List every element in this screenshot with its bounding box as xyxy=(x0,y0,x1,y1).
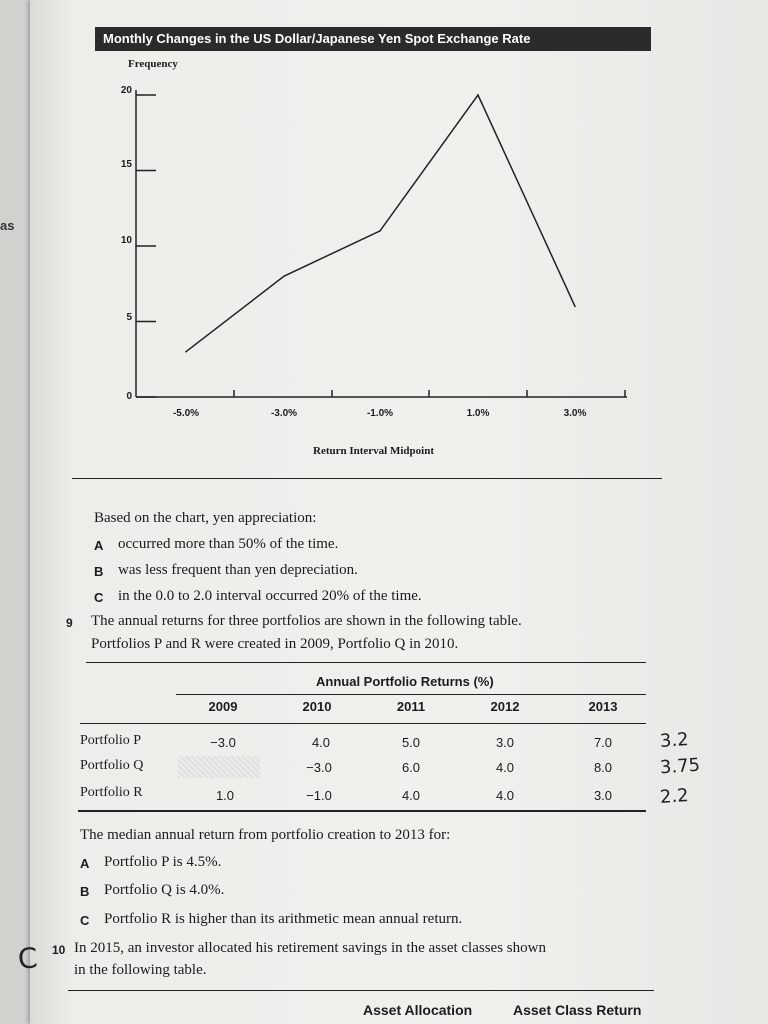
table-cell: −3.0 xyxy=(210,735,236,750)
data-point xyxy=(574,306,576,308)
y-tick-label: 20 xyxy=(120,85,132,96)
question-8-option-b: was less frequent than yen depreciation. xyxy=(118,562,358,578)
table-row-label: Portfolio Q xyxy=(80,758,144,773)
section-divider xyxy=(72,478,662,479)
question-9-option-c: Portfolio R is higher than its arithmetic mean annual return. xyxy=(104,911,463,927)
question-9-stem: The median annual return from portfolio creation to 2013 for: xyxy=(80,827,451,843)
question-9-option-a: Portfolio P is 4.5%. xyxy=(104,854,222,870)
table-cell: 3.0 xyxy=(593,788,613,803)
frequency-series-line xyxy=(186,95,575,352)
table-cell: 6.0 xyxy=(401,760,421,775)
table-top-rule xyxy=(86,662,646,663)
table-row-label: Portfolio R xyxy=(80,785,143,800)
x-tick-label: 3.0% xyxy=(563,408,587,419)
data-point xyxy=(283,275,285,277)
table-header-rule xyxy=(80,723,646,724)
handwritten-note-q: 3.75 xyxy=(659,754,701,779)
y-tick-label: 15 xyxy=(120,159,132,170)
table-col-header: 2013 xyxy=(588,699,618,714)
handwritten-note-p: 3.2 xyxy=(659,729,690,752)
chart-title: Monthly Changes in the US Dollar/Japanese Yen Spot Exchange Rate xyxy=(95,27,651,51)
table-col-header: Asset Allocation xyxy=(363,1002,473,1018)
table-bottom-rule xyxy=(78,810,646,812)
y-tick-label: 10 xyxy=(120,235,132,246)
table-row-label: Portfolio P xyxy=(80,733,142,748)
x-tick-label: -5.0% xyxy=(172,408,200,419)
option-letter: C xyxy=(94,590,104,605)
y-tick-label: 5 xyxy=(126,312,132,323)
table-cell: 7.0 xyxy=(593,735,613,750)
data-point xyxy=(477,94,479,96)
option-letter: C xyxy=(80,913,90,928)
chart-x-axis-label: Return Interval Midpoint xyxy=(313,445,434,457)
x-tick-label: -1.0% xyxy=(366,408,394,419)
table-cell: 1.0 xyxy=(215,788,235,803)
table-cell: −3.0 xyxy=(306,760,332,775)
question-8-stem: Based on the chart, yen appreciation: xyxy=(94,510,317,526)
table-cell: 4.0 xyxy=(495,760,515,775)
option-letter: A xyxy=(80,856,90,871)
question-9-option-b: Portfolio Q is 4.0%. xyxy=(104,882,225,898)
redacted-cell xyxy=(178,756,260,778)
x-tick-label: -3.0% xyxy=(270,408,298,419)
question-10-line-1: In 2015, an investor allocated his retirement savings in the asset classes shown xyxy=(74,940,546,956)
table-col-header: 2010 xyxy=(302,699,332,714)
previous-page-text-fragment: as xyxy=(0,218,15,233)
handwritten-note-r: 2.2 xyxy=(659,785,690,808)
table-col-header: 2011 xyxy=(396,699,426,714)
table-title: Annual Portfolio Returns (%) xyxy=(316,674,494,689)
chart-y-axis-label: Frequency xyxy=(128,58,178,70)
table-top-rule xyxy=(68,990,654,991)
table-col-header: Asset Class Return xyxy=(513,1002,642,1018)
table-col-header: 2009 xyxy=(208,699,238,714)
question-10-line-2: in the following table. xyxy=(74,962,207,978)
question-9-line-1: The annual returns for three portfolios are shown in the following table. xyxy=(91,613,522,629)
table-title-rule xyxy=(176,694,646,695)
frequency-line-chart xyxy=(0,0,768,440)
question-9-line-2: Portfolios P and R were created in 2009, Portfolio Q in 2010. xyxy=(91,636,459,652)
data-point xyxy=(185,351,187,353)
option-letter: A xyxy=(94,538,104,553)
table-cell: 4.0 xyxy=(311,735,331,750)
table-cell: 8.0 xyxy=(593,760,613,775)
table-cell: 4.0 xyxy=(401,788,421,803)
table-col-header: 2012 xyxy=(490,699,520,714)
table-cell: 4.0 xyxy=(495,788,515,803)
x-tick-label: 1.0% xyxy=(466,408,490,419)
y-tick-label: 0 xyxy=(126,391,132,402)
table-cell: −1.0 xyxy=(306,788,332,803)
option-letter: B xyxy=(94,564,104,579)
table-cell: 5.0 xyxy=(401,735,421,750)
question-number: 10 xyxy=(52,943,66,957)
table-cell: 3.0 xyxy=(495,735,515,750)
data-point xyxy=(379,230,381,232)
handwritten-answer-mark: C xyxy=(16,941,39,976)
option-letter: B xyxy=(80,884,90,899)
question-8-option-c: in the 0.0 to 2.0 interval occurred 20% of the time. xyxy=(118,588,422,604)
question-number: 9 xyxy=(66,616,73,630)
question-8-option-a: occurred more than 50% of the time. xyxy=(118,536,339,552)
